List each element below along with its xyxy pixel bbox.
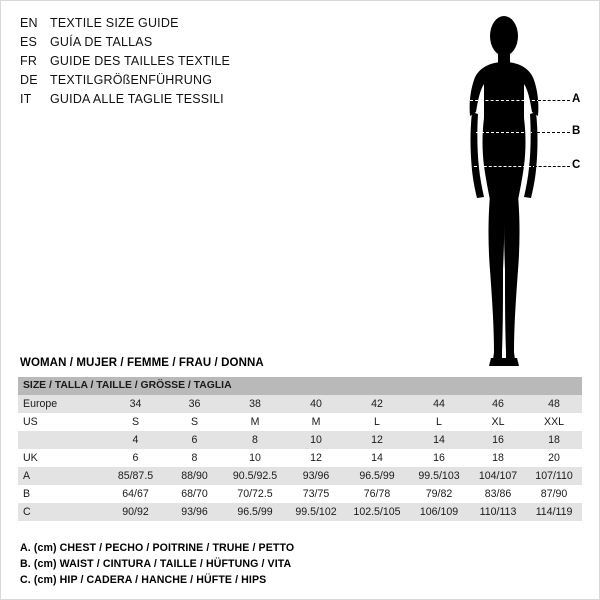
table-cell: 16: [408, 449, 470, 467]
table-cell: XL: [470, 413, 526, 431]
table-cell: 79/82: [408, 485, 470, 503]
table-cell: 12: [286, 449, 346, 467]
row-label: Europe: [18, 395, 106, 413]
language-code: DE: [20, 73, 38, 87]
table-cell: 93/96: [286, 467, 346, 485]
legend-line-a: A. (cm) CHEST / PECHO / POITRINE / TRUHE / PETTO: [20, 542, 295, 554]
language-text: TEXTILGRÖßENFÜHRUNG: [50, 73, 213, 87]
row-label: C: [18, 503, 106, 521]
table-cell: 96.5/99: [346, 467, 408, 485]
table-cell: 12: [346, 431, 408, 449]
table-cell: 104/107: [470, 467, 526, 485]
language-text: GUIDE DES TAILLES TEXTILE: [50, 54, 231, 68]
table-cell: 36: [165, 395, 224, 413]
table-cell: 4: [106, 431, 165, 449]
section-title: WOMAN / MUJER / FEMME / FRAU / DONNA: [20, 357, 264, 369]
table-cell: 14: [408, 431, 470, 449]
table-header-row: [18, 377, 582, 395]
table-cell: 48: [526, 395, 582, 413]
table-cell: 42: [346, 395, 408, 413]
row-label: [18, 431, 106, 449]
table-cell: 90.5/92.5: [224, 467, 286, 485]
table-cell: 85/87.5: [106, 467, 165, 485]
measure-label-b: B: [572, 125, 581, 137]
measure-line-c-outer: [534, 166, 570, 167]
table-cell: 44: [408, 395, 470, 413]
language-row: [20, 35, 320, 54]
language-text: GUIDA ALLE TAGLIE TESSILI: [50, 92, 224, 106]
table-cell: 76/78: [346, 485, 408, 503]
language-text: TEXTILE SIZE GUIDE: [50, 16, 179, 30]
table-cell: 110/113: [470, 503, 526, 521]
measurement-legend: [20, 540, 294, 588]
table-cell: M: [286, 413, 346, 431]
table-cell: 18: [470, 449, 526, 467]
table-cell: 90/92: [106, 503, 165, 521]
table-cell: 107/110: [526, 467, 582, 485]
table-cell: 93/96: [165, 503, 224, 521]
table-cell: 99.5/103: [408, 467, 470, 485]
measure-label-a: A: [572, 93, 581, 105]
table-cell: 87/90: [526, 485, 582, 503]
table-cell: 106/109: [408, 503, 470, 521]
row-label: A: [18, 467, 106, 485]
table-cell: 10: [224, 449, 286, 467]
measure-label-c: C: [572, 159, 581, 171]
table-cell: S: [106, 413, 165, 431]
table-row: [18, 395, 582, 413]
table-cell: 20: [526, 449, 582, 467]
table-row: [18, 485, 582, 503]
table-cell: 88/90: [165, 467, 224, 485]
language-code: EN: [20, 16, 38, 30]
row-label: UK: [18, 449, 106, 467]
table-cell: 6: [165, 431, 224, 449]
table-cell: 40: [286, 395, 346, 413]
table-cell: M: [224, 413, 286, 431]
body-silhouette-icon: [420, 8, 590, 378]
table-cell: 46: [470, 395, 526, 413]
table-cell: 83/86: [470, 485, 526, 503]
measure-line-a-inner: [470, 100, 540, 101]
table-cell: 38: [224, 395, 286, 413]
size-table-wrapper: [18, 377, 582, 521]
table-row: [18, 503, 582, 521]
measure-line-a-outer: [538, 100, 570, 101]
language-row: [20, 73, 320, 92]
table-cell: 34: [106, 395, 165, 413]
table-cell: 8: [165, 449, 224, 467]
measure-line-c-inner: [474, 166, 536, 167]
table-cell: 18: [526, 431, 582, 449]
table-header-cell: SIZE / TALLA / TAILLE / GRÖSSE / TAGLIA: [18, 377, 582, 395]
table-cell: S: [165, 413, 224, 431]
row-label: B: [18, 485, 106, 503]
table-cell: 64/67: [106, 485, 165, 503]
language-row: [20, 16, 320, 35]
table-cell: 96.5/99: [224, 503, 286, 521]
row-label: US: [18, 413, 106, 431]
table-cell: 73/75: [286, 485, 346, 503]
female-silhouette-figure: [420, 8, 590, 378]
table-cell: 8: [224, 431, 286, 449]
legend-line-b: B. (cm) WAIST / CINTURA / TAILLE / HÜFTUNG / VITA: [20, 558, 292, 570]
table-cell: L: [346, 413, 408, 431]
table-row: [18, 413, 582, 431]
measure-line-b-outer: [532, 132, 570, 133]
legend-line-c: C. (cm) HIP / CADERA / HANCHE / HÜFTE / HIPS: [20, 574, 267, 586]
table-row: [18, 431, 582, 449]
table-row: [18, 467, 582, 485]
language-code: IT: [20, 92, 32, 106]
table-cell: 68/70: [165, 485, 224, 503]
table-cell: 99.5/102: [286, 503, 346, 521]
table-cell: 114/119: [526, 503, 582, 521]
size-table: [18, 377, 582, 521]
language-row: [20, 92, 320, 111]
table-cell: 10: [286, 431, 346, 449]
language-row: [20, 54, 320, 73]
table-row: [18, 449, 582, 467]
language-code: FR: [20, 54, 38, 68]
table-cell: 70/72.5: [224, 485, 286, 503]
language-code: ES: [20, 35, 38, 49]
language-text: GUÍA DE TALLAS: [50, 35, 153, 49]
table-cell: 102.5/105: [346, 503, 408, 521]
table-cell: L: [408, 413, 470, 431]
measure-line-b-inner: [476, 132, 534, 133]
language-list: [20, 16, 320, 111]
table-cell: 6: [106, 449, 165, 467]
table-cell: XXL: [526, 413, 582, 431]
table-cell: 16: [470, 431, 526, 449]
table-cell: 14: [346, 449, 408, 467]
